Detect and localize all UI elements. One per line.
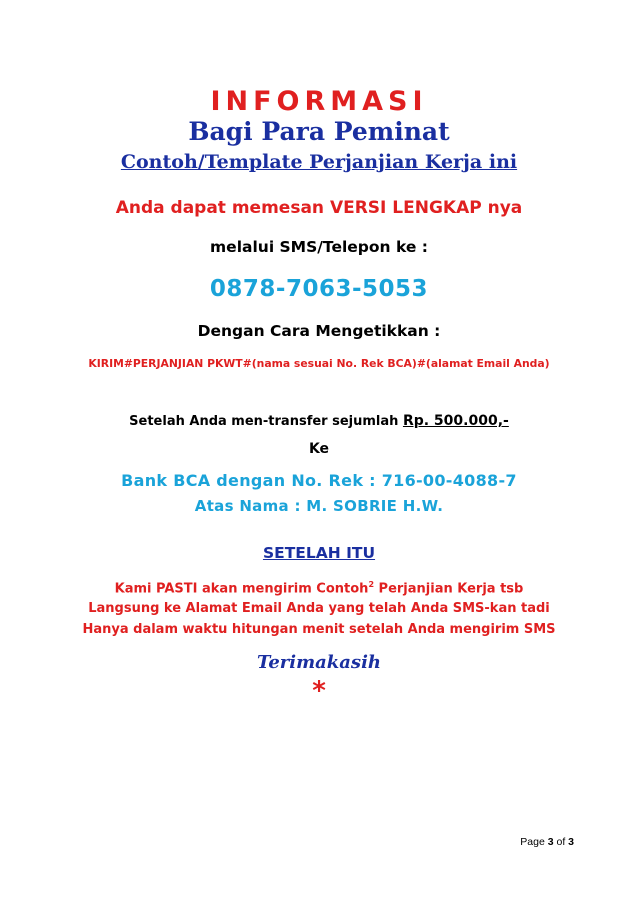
transfer-amount: Rp. 500.000,- (402, 413, 509, 429)
method-text: Dengan Cara Mengetikkan : (197, 322, 441, 340)
via-text: melalui SMS/Telepon ke : (210, 238, 428, 256)
transfer-text (0, 413, 638, 429)
heading-bagi-para-peminat: Bagi Para Peminat (188, 117, 450, 146)
page-total: 3 (568, 836, 574, 848)
account-name-text: Atas Nama : M. SOBRIE H.W. (194, 497, 444, 515)
asterisk-icon: * (312, 676, 326, 706)
setelah-itu-heading: SETELAH ITU (262, 544, 376, 562)
message-line-1-a: Kami PASTI akan mengirim Contoh (114, 581, 369, 597)
ke-text: Ke (308, 441, 330, 457)
message-line-2: Langsung ke Alamat Email Anda yang telah Anda SMS-kan tadi (88, 601, 550, 616)
page-of: of (553, 836, 569, 848)
message-line-1 (0, 580, 638, 596)
page-number (520, 836, 574, 848)
message-line-1-sup: 2 (368, 580, 375, 589)
phone-number: 0878-7063-5053 (209, 276, 429, 302)
transfer-prefix: Setelah Anda men-transfer sejumlah (129, 414, 403, 429)
heading-informasi: INFORMASI (210, 86, 428, 117)
intro-text: Anda dapat memesan VERSI LENGKAP nya (115, 198, 523, 218)
page-word: Page (520, 836, 548, 848)
page-current: 3 (547, 836, 554, 848)
sms-format-text: KIRIM#PERJANJIAN PKWT#(nama sesuai No. Rek BCA)#(alamat Email Anda) (88, 357, 550, 370)
bank-account-text: Bank BCA dengan No. Rek : 716-00-4088-7 (121, 471, 517, 490)
thanks-text: Terimakasih (256, 652, 381, 673)
message-line-3: Hanya dalam waktu hitungan menit setelah Anda mengirim SMS (82, 622, 556, 637)
heading-contoh-template: Contoh/Template Perjanjian Kerja ini (120, 151, 518, 173)
message-line-1-b: Perjanjian Kerja tsb (374, 581, 524, 597)
